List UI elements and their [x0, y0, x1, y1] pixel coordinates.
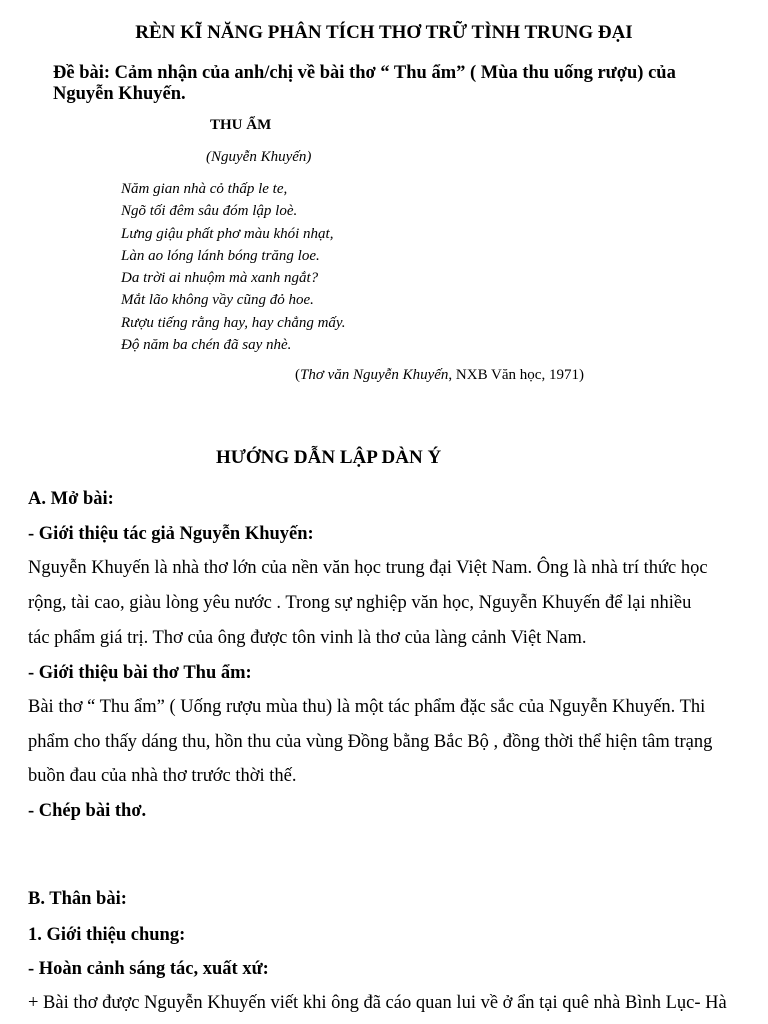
paragraph-line: buồn đau của nhà thơ trước thời thế.: [28, 766, 297, 786]
intro-poem-heading: - Giới thiệu bài thơ Thu ẩm:: [28, 663, 252, 683]
guide-title: HƯỚNG DẪN LẬP DÀN Ý: [216, 447, 442, 468]
poem-line: Rượu tiếng rằng hay, hay chẳng mấy.: [121, 314, 346, 331]
poem-line: Năm gian nhà cỏ thấp le te,: [121, 181, 288, 197]
poem-title: THU ẨM: [210, 117, 272, 133]
poem-author: (Nguyễn Khuyến): [206, 149, 312, 165]
poem-source: [295, 367, 584, 384]
poem-line: Làn ao lóng lánh bóng trăng loe.: [121, 247, 320, 264]
essay-topic-line: Đề bài: Cảm nhận của anh/chị về bài thơ “ Thu ẩm” ( Mùa thu uống rượu) của: [53, 63, 676, 83]
poem-body: [121, 178, 346, 356]
poem-line: Mắt lão không vầy cũng đỏ hoe.: [121, 292, 314, 309]
source-open: (: [295, 367, 300, 383]
paragraph-line: tác phẩm giá trị. Thơ của ông được tôn vinh là thơ của làng cảnh Việt Nam.: [28, 628, 587, 648]
context-heading: - Hoàn cảnh sáng tác, xuất xứ:: [28, 959, 269, 979]
source-book: Thơ văn Nguyễn Khuyến: [300, 367, 449, 383]
essay-topic: [53, 63, 676, 105]
poem-line: Lưng giậu phất phơ màu khói nhạt,: [121, 225, 334, 242]
poem-line: Độ năm ba chén đã say nhè.: [121, 337, 292, 354]
paragraph-line: Nguyễn Khuyến là nhà thơ lớn của nền văn học trung đại Việt Nam. Ông là nhà trí thức học: [28, 558, 708, 578]
section-a-heading: A. Mở bài:: [28, 489, 114, 509]
paragraph-line: Bài thơ “ Thu ẩm” ( Uống rượu mùa thu) là một tác phẩm đặc sắc của Nguyễn Khuyến. Thi: [28, 697, 706, 717]
subsection-heading: 1. Giới thiệu chung:: [28, 925, 186, 945]
essay-topic-line: Nguyễn Khuyến.: [53, 84, 186, 104]
paragraph-line: + Bài thơ được Nguyễn Khuyến viết khi ông đã cáo quan lui về ở ẩn tại quê nhà Bình Lục- Hà: [28, 993, 727, 1013]
paragraph-line: phẩm cho thấy dáng thu, hồn thu của vùng Đồng bằng Bắc Bộ , đồng thời thể hiện tâm trạng: [28, 732, 713, 752]
copy-poem-instruction: - Chép bài thơ.: [28, 801, 147, 821]
poem-line: Da trời ai nhuộm mà xanh ngắt?: [121, 270, 319, 287]
intro-author-heading: - Giới thiệu tác giả Nguyễn Khuyến:: [28, 524, 314, 544]
poem-line: Ngõ tối đêm sâu đóm lập loè.: [121, 203, 298, 220]
section-b-heading: B. Thân bài:: [28, 889, 127, 909]
source-publisher: , NXB Văn học, 1971): [448, 367, 584, 383]
paragraph-line: rộng, tài cao, giàu lòng yêu nước . Trong sự nghiệp văn học, Nguyễn Khuyến để lại nhiều: [28, 593, 692, 613]
document-title: RÈN KĨ NĂNG PHÂN TÍCH THƠ TRỮ TÌNH TRUNG ĐẠI: [135, 22, 633, 43]
